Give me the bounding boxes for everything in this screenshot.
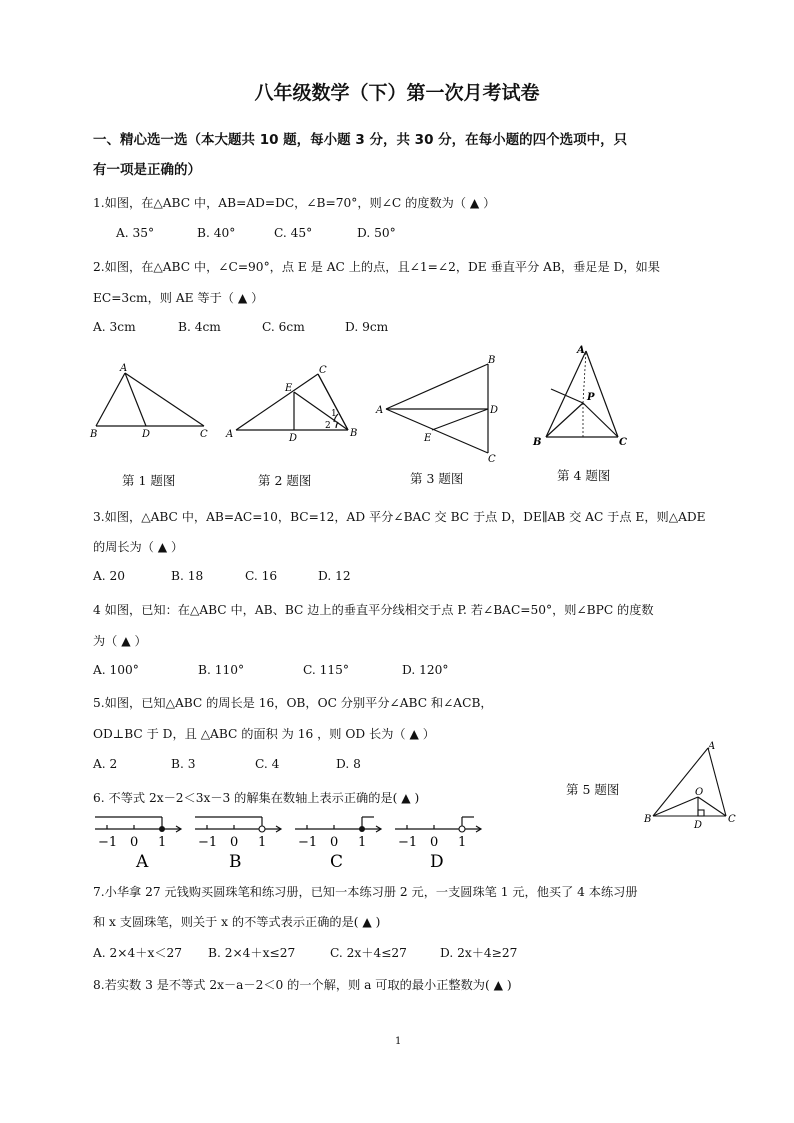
number-line-b <box>193 810 285 870</box>
q2-option-b: B. 4cm <box>178 320 221 334</box>
figure-5 <box>640 738 744 830</box>
number-line-a <box>93 810 185 870</box>
fig3-caption: 第 3 题图 <box>410 471 464 486</box>
q2-option-a: A. 3cm <box>93 320 136 334</box>
number-line-c <box>293 810 385 870</box>
fig4-caption: 第 4 题图 <box>557 468 611 483</box>
fig2-label-a: A <box>226 429 234 440</box>
q7-option-d: D. 2x＋4≥27 <box>440 946 518 960</box>
q5-option-c: C. 4 <box>255 757 280 771</box>
nld-tick-neg1: −1 <box>398 835 418 850</box>
q2-option-c: C. 6cm <box>262 320 305 334</box>
page-title: 八年级数学（下）第一次月考试卷 <box>254 82 540 104</box>
number-line-b-open-point <box>259 826 265 832</box>
q1-option-c: C. 45° <box>274 226 313 240</box>
fig1-label-d: D <box>142 429 151 440</box>
nla-tick-neg1: −1 <box>98 835 118 850</box>
nlc-tick-neg1: −1 <box>298 835 318 850</box>
q8-text: 8.若实数 3 是不等式 2x－a－2＜0 的一个解，则 a 可取的最小正整数为( ▲ ) <box>93 978 512 992</box>
q2-text: 2.如图，在△ABC 中，∠C=90°，点 E 是 AC 上的点，且∠1=∠2，DE 垂直平分 AB，垂足是 D，如果 <box>93 260 660 274</box>
nld-tick-0: 0 <box>430 835 439 850</box>
section-heading: 一、精心选一选（本大题共 10 题，每小题 3 分，共 30 分，在每小题的四个选项中，只 <box>93 132 628 148</box>
fig2-label-d: D <box>289 433 298 442</box>
q7-option-c: C. 2x＋4≤27 <box>330 946 407 960</box>
q4-option-d: D. 120° <box>402 663 449 677</box>
fig3-label-b: B <box>488 355 496 366</box>
q7-text-cont: 和 x 支圆珠笔，则关于 x 的不等式表示正确的是( ▲ ) <box>93 915 381 929</box>
figure-4 <box>527 343 639 455</box>
q5-option-d: D. 8 <box>336 757 361 771</box>
fig1-label-b: B <box>90 429 98 440</box>
page-number: 1 <box>395 1036 402 1047</box>
q5-text-cont: OD⊥BC 于 D，且 △ABC 的面积 为 16 ，则 OD 长为（ ▲ ） <box>93 727 435 741</box>
section-heading-cont: 有一项是正确的） <box>93 162 201 178</box>
fig3-label-e: E <box>424 433 432 444</box>
q3-option-b: B. 18 <box>171 569 204 583</box>
fig4-label-p: P <box>587 392 595 403</box>
figure-3 <box>372 352 510 464</box>
q5-option-b: B. 3 <box>171 757 196 771</box>
number-line-c-solid-point <box>359 826 365 832</box>
nlc-letter: C <box>330 852 344 870</box>
q7-option-b: B. 2×4＋x≤27 <box>208 946 296 960</box>
q1-option-d: D. 50° <box>357 226 396 240</box>
q7-text: 7.小华拿 27 元钱购买圆珠笔和练习册，已知一本练习册 2 元，一支圆珠笔 1 元，他买了 4 本练习册 <box>93 885 638 899</box>
fig3-label-d: D <box>490 405 499 416</box>
fig5-label-o: O <box>695 787 704 798</box>
q2-option-d: D. 9cm <box>345 320 389 334</box>
fig2-label-1: 1 <box>331 409 337 419</box>
fig5-label-a: A <box>708 741 716 752</box>
number-line-d <box>393 810 485 870</box>
q1-option-a: A. 35° <box>116 226 155 240</box>
q3-text-cont: 的周长为（ ▲ ） <box>93 540 184 554</box>
q2-text-cont: EC=3cm，则 AE 等于（ ▲ ） <box>93 291 264 305</box>
fig4-label-b: B <box>533 437 542 448</box>
figure-2 <box>222 360 362 442</box>
q3-option-d: D. 12 <box>318 569 351 583</box>
q3-text: 3.如图，△ABC 中，AB=AC=10，BC=12，AD 平分∠BAC 交 BC 于点 D，DE∥AB 交 AC 于点 E，则△ADE <box>93 510 706 524</box>
fig2-label-c: C <box>319 365 327 376</box>
fig3-label-c: C <box>488 454 496 464</box>
nld-tick-1: 1 <box>458 835 467 850</box>
q3-option-c: C. 16 <box>245 569 278 583</box>
fig2-label-b: B <box>350 428 358 439</box>
fig4-label-a: A <box>577 345 585 356</box>
q3-option-a: A. 20 <box>93 569 126 583</box>
nla-letter: A <box>136 852 149 870</box>
q4-option-a: A. 100° <box>93 663 139 677</box>
fig4-label-c: C <box>619 437 627 448</box>
fig5-label-b: B <box>644 814 652 825</box>
fig1-caption: 第 1 题图 <box>122 473 176 488</box>
fig5-caption: 第 5 题图 <box>566 782 620 797</box>
fig2-label-2: 2 <box>325 421 331 431</box>
nlb-letter: B <box>229 852 242 870</box>
q5-option-a: A. 2 <box>93 757 118 771</box>
fig2-label-e: E <box>285 383 293 394</box>
q5-text: 5.如图，已知△ABC 的周长是 16，OB，OC 分别平分∠ABC 和∠ACB， <box>93 696 493 710</box>
figure-1 <box>88 358 218 440</box>
q4-text-cont: 为（ ▲ ） <box>93 634 147 648</box>
q4-option-c: C. 115° <box>303 663 349 677</box>
nla-tick-1: 1 <box>158 835 167 850</box>
nlc-tick-0: 0 <box>330 835 339 850</box>
nld-letter: D <box>430 852 444 870</box>
q1-option-b: B. 40° <box>197 226 236 240</box>
fig5-label-c: C <box>728 814 736 825</box>
fig1-label-c: C <box>200 429 208 440</box>
q6-text: 6. 不等式 2x－2＜3x－3 的解集在数轴上表示正确的是( ▲ ) <box>93 791 420 805</box>
nla-tick-0: 0 <box>130 835 139 850</box>
nlb-tick-1: 1 <box>258 835 267 850</box>
fig5-label-d: D <box>694 820 703 830</box>
q4-option-b: B. 110° <box>198 663 245 677</box>
q7-option-a: A. 2×4＋x＜27 <box>93 946 183 960</box>
number-line-d-open-point <box>459 826 465 832</box>
nlc-tick-1: 1 <box>358 835 367 850</box>
fig3-label-a: A <box>376 405 384 416</box>
number-line-a-solid-point <box>159 826 165 832</box>
nlb-tick-0: 0 <box>230 835 239 850</box>
q1-text: 1.如图，在△ABC 中，AB=AD=DC，∠B=70°，则∠C 的度数为（ ▲ ） <box>93 196 496 210</box>
fig1-label-a: A <box>120 363 128 374</box>
nlb-tick-neg1: −1 <box>198 835 218 850</box>
fig2-caption: 第 2 题图 <box>258 473 312 488</box>
q4-text: 4 如图，已知：在△ABC 中，AB、BC 边上的垂直平分线相交于点 P. 若∠BAC=50°，则∠BPC 的度数 <box>93 603 654 617</box>
